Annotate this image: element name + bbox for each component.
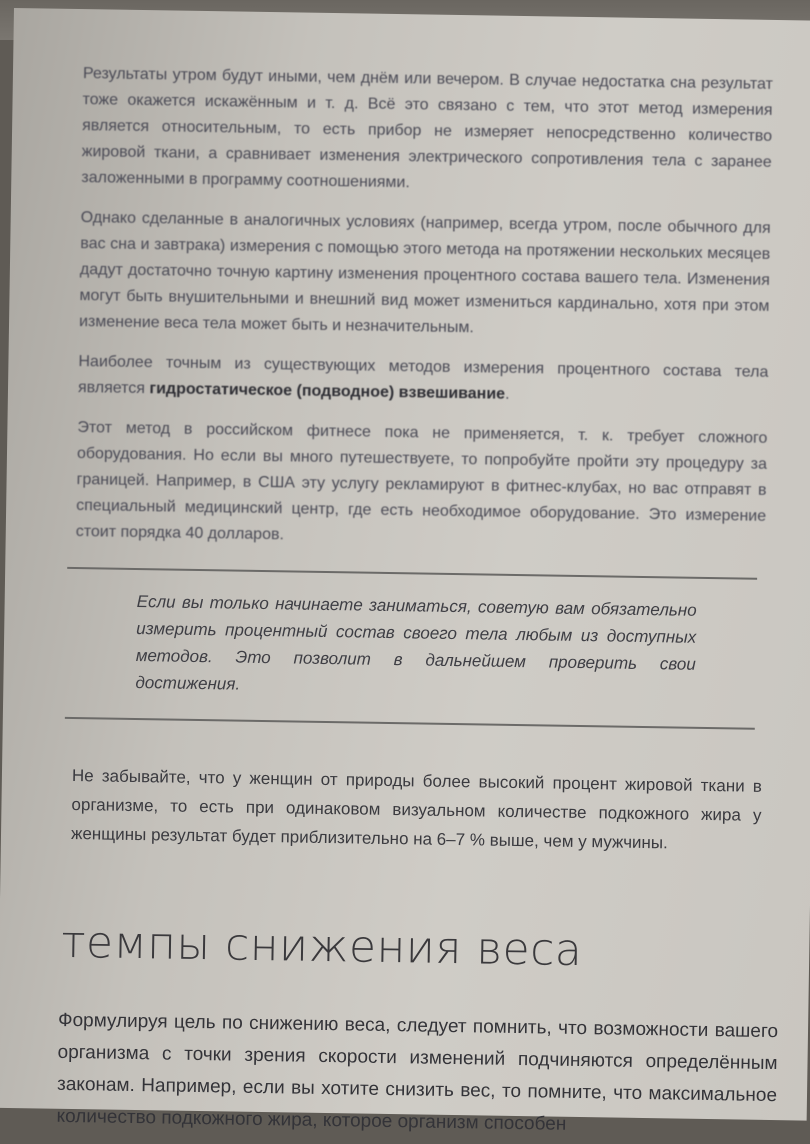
section-heading: темпы снижения веса xyxy=(60,916,583,977)
accurate-method-term: гидростатическое (подводное) взвешивание xyxy=(149,380,506,403)
accurate-method-lead: Наиболее точным из существующих методов измерения процентного состава тела является xyxy=(77,353,769,398)
paragraph-women-fat-reminder: Не забывайте, что у женщин от природы более высокий процент жировой ткани в организме, то есть при одинаковом визуальном количестве подкожного жира у женщины результат будет приблизительно на 6–7 % выше, чем у мужчины. xyxy=(70,766,763,853)
paragraph-repeat-measurements: Однако сделанные в аналогичных условиях (например, всегда утром, после обычного для вас сна и завтрака) измерения с помощью этого метода на протяжении нескольких месяцев дадут достаточно точную картину изменения процентного состава вашего тела. Изменения могут быть внушительными и внешний вид может измениться кардинально, хотя при этом изменение веса тела может быть и незначительным. xyxy=(78,209,771,337)
paragraph-bioimpedance-accuracy: Результаты утром будут иными, чем днём или вечером. В случае недостатка сна результат тоже окажется искажённым и т. д. Всё это связано с тем, что этот метод измерения является относительным, то есть прибор не измеряет непосредственно количество жировой ткани, а сравнивает изменения электрического сопротивления тела с заранее заложенными в программу соотношениями. xyxy=(81,65,774,192)
advice-note: Если вы только начинаете заниматься, советую вам обязательно измерить процентный состав своего тела любым из доступных методов. Это позволит в дальнейшем проверить свои достижения. xyxy=(135,592,697,694)
paragraph-weight-loss-rate: Формулируя цель по снижению веса, следует помнить, что возможности вашего организма с точки зрения скорости изменений подчиняются определённым законам. Например, если вы хотите снизить вес, то помните, что максимальное количество подкожного жира, которое организм способен xyxy=(56,1009,779,1135)
text-column xyxy=(56,61,779,1143)
book-page xyxy=(0,8,810,1135)
paragraph-hydrostatic-availability: Этот метод в российском фитнесе пока не применяется, т. к. требует сложного оборудования. Но если вы много путешествуете, то попробуйте пройти эту процедуру за границей. Например, в США эту услугу рекламируют в фитнес-клубах, но вас отправят в специальный медицинский центр, где есть необходимое оборудование. Это измерение стоит порядка 40 долларов. xyxy=(75,419,768,544)
paragraph-accurate-method xyxy=(78,349,769,412)
note-top-divider xyxy=(67,567,757,580)
note-bottom-divider xyxy=(65,717,755,730)
accurate-method-tail: . xyxy=(504,385,510,403)
